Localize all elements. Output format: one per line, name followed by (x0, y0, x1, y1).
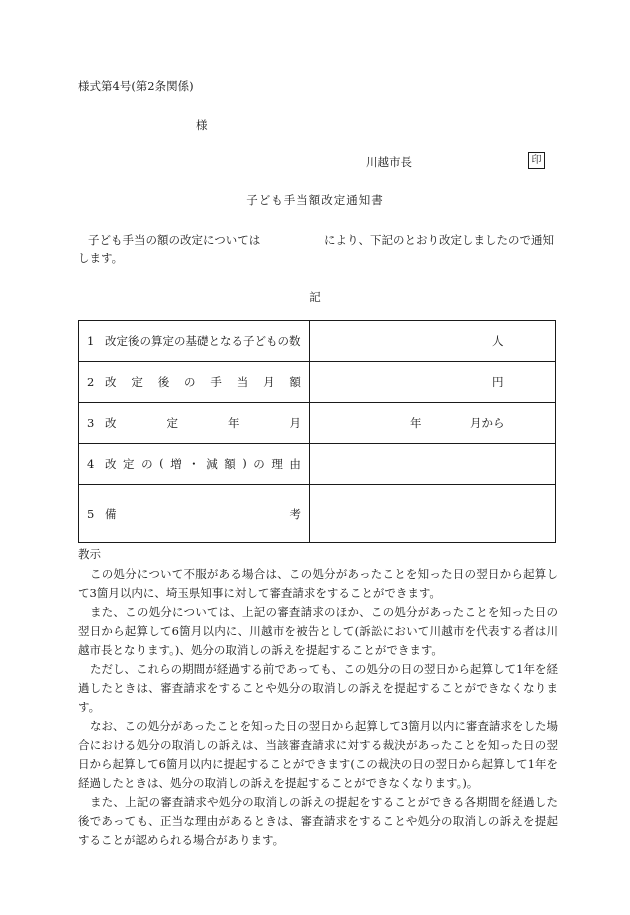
intro-text-part1: 子ども手当の額の改定については (88, 233, 261, 247)
seal-mark: 印 (528, 152, 545, 169)
details-table (78, 320, 556, 543)
document-title: 子ども手当額改定通知書 (246, 193, 384, 207)
table-row (79, 444, 556, 485)
notice-heading: 教示 (78, 547, 101, 561)
notice-paragraph-1: この処分について不服がある場合は、この処分があったことを知った日の翌日から起算して3箇月以内に、埼玉県知事に対して審査請求をすることができます。 (78, 567, 558, 600)
row-label: 改 定 の ( 増 ・ 減 額 ) の 理 由 (105, 456, 301, 471)
row-value-cell (310, 321, 556, 362)
intro-text-part2: により、下記のとおり改定しましたので通知 (324, 233, 554, 247)
addressee-suffix: 様 (196, 118, 208, 132)
row-label: 改 定 後 の 手 当 月 額 (105, 375, 301, 389)
row-number: 3 (87, 416, 95, 430)
row-label-cell (79, 403, 310, 444)
row-value-cell (310, 444, 556, 485)
notice-paragraph-4: なお、この処分があったことを知った日の翌日から起算して3箇月以内に審査請求をした場合における処分の取消しの訴えは、当該審査請求に対する裁決があったことを知った日の翌日から起算して6箇月以内に提起することができます(この裁決の日の翌日から起算して1年を経過したときは、処分の取消しの訴えを提起することができなくなります。)。 (78, 719, 558, 790)
unit-yen: 円 (492, 375, 504, 389)
row-label: 改定後の算定の基礎となる子どもの数 (105, 334, 301, 348)
row-number: 5 (87, 506, 95, 521)
ki-heading: 記 (309, 290, 321, 304)
intro-text-part3: します。 (78, 251, 124, 265)
issuer-name: 川越市長 (366, 155, 412, 169)
row-label: 改 定 年 月 (105, 416, 301, 430)
notice-paragraph-2: また、この処分については、上記の審査請求のほか、この処分があったことを知った日の翌日から起算して6箇月以内に、川越市を被告として(訴訟において川越市を代表する者は川越市長となります。)、処分の取消しの訴えを提起することができます。 (78, 605, 558, 657)
row-label-cell (79, 321, 310, 362)
row-number: 2 (87, 375, 95, 389)
notice-paragraph-5: また、上記の審査請求や処分の取消しの訴えの提起をすることができる各期間を経過した後であっても、正当な理由があるときは、審査請求をすることや処分の取消しの訴えを提起することが認められる場合があります。 (78, 795, 558, 847)
row-value-cell (310, 403, 556, 444)
form-number: 様式第4号(第2条関係) (78, 79, 194, 93)
unit-year: 年 (410, 416, 422, 430)
table-row (79, 362, 556, 403)
unit-month-from: 月から (470, 416, 505, 430)
table-row (79, 321, 556, 362)
row-label: 備 考 (105, 506, 301, 521)
row-label-cell (79, 485, 310, 543)
row-value-cell (310, 485, 556, 543)
table-row (79, 403, 556, 444)
row-number: 4 (87, 457, 95, 471)
row-value-cell (310, 362, 556, 403)
notice-paragraph-3: ただし、これらの期間が経過する前であっても、この処分の日の翌日から起算して1年を経過したときは、審査請求をすることや処分の取消しの訴えを提起することができなくなります。 (78, 662, 558, 714)
table-row (79, 485, 556, 543)
row-number: 1 (87, 334, 95, 348)
unit-people: 人 (492, 334, 504, 348)
row-label-cell (79, 444, 310, 485)
row-label-cell (79, 362, 310, 403)
